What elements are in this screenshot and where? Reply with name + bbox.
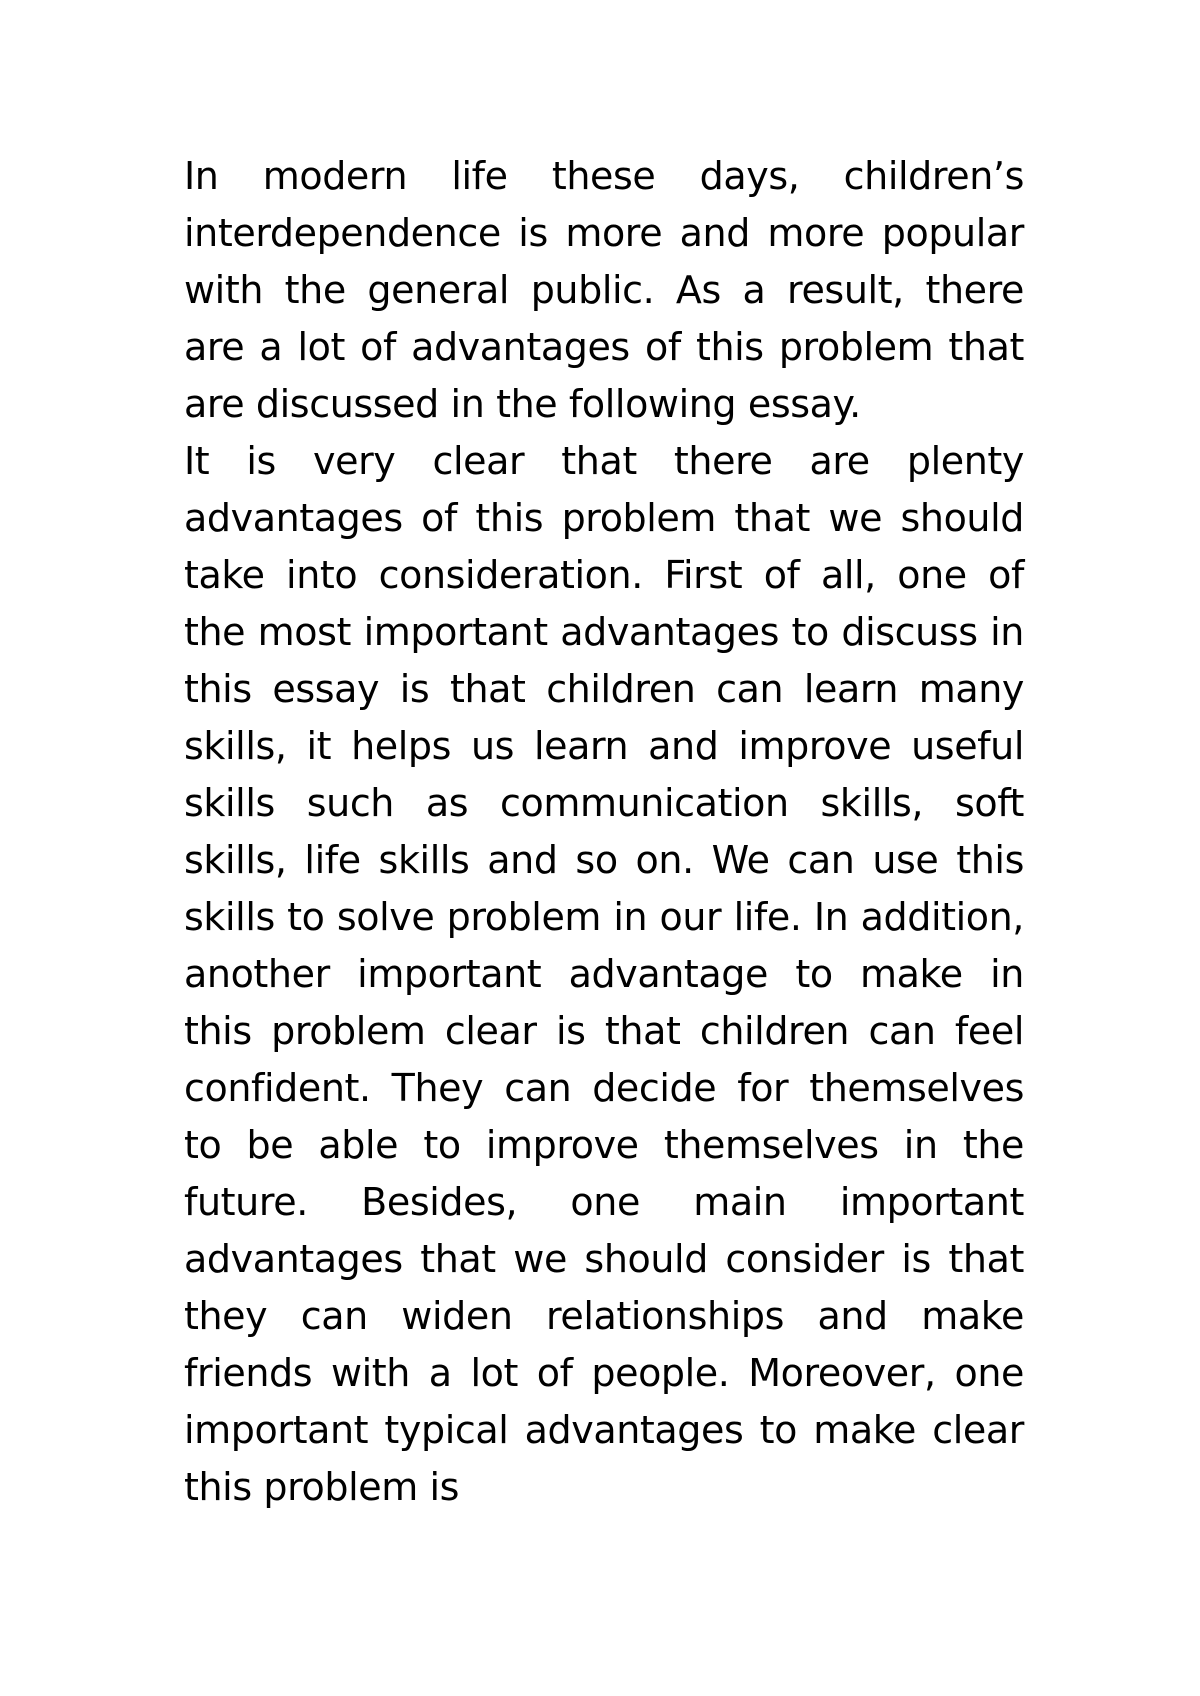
paragraph-introduction: In modern life these days, children’s interdependence is more and more popular with the general public. As a result, there are a lot of advantages of this problem that are discussed in the following essay. [184, 154, 1024, 426]
document-body [184, 148, 1024, 1516]
paragraph-advantages: It is very clear that there are plenty advantages of this problem that we should take into consideration. First of all, one of the most important advantages to discuss in this essay is that children can learn many skills, it helps us learn and improve useful skills such as communication skills, soft skills, life skills and so on. We can use this skills to solve problem in our life. In addition, another important advantage to make in this problem clear is that children can feel confident. They can decide for themselves to be able to improve themselves in the future. Besides, one main important advantages that we should consider is that they can widen relationships and make friends with a lot of people. Moreover, one important typical advantages to make clear this problem is [184, 439, 1024, 1509]
